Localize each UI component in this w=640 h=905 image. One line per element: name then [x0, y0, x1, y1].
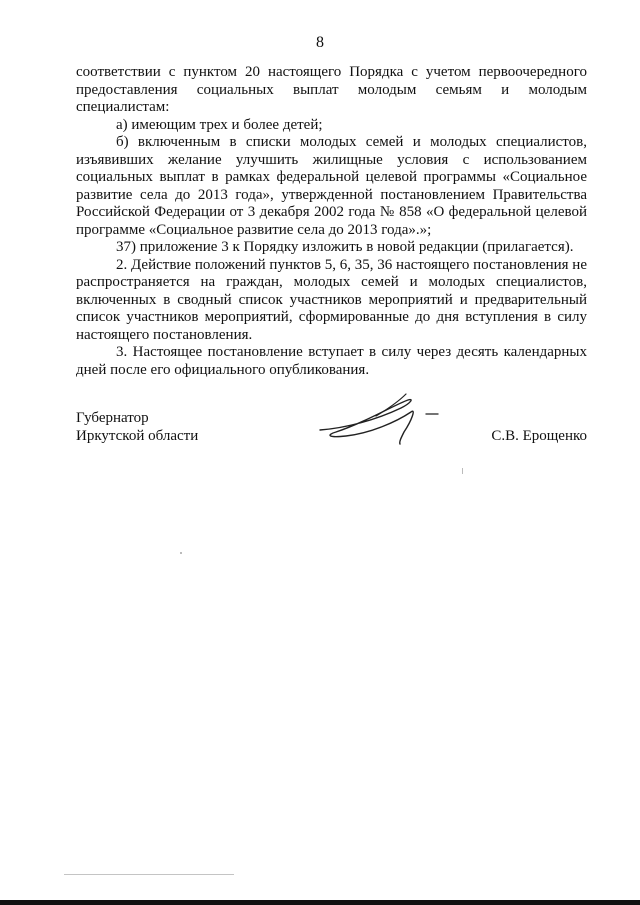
- document-body: [76, 64, 587, 379]
- signatory-region: Иркутской области: [76, 427, 199, 444]
- paragraph: б) включенным в списки молодых семей и молодых специалистов, изъявивших желание улучшить жилищные условия с использованием социальных выплат в рамках федеральной целевой программы «Социальное развитие села до 2013 года», утвержденной постановлением Правительства Российской Федерации от 3 декабря 2002 года № 858 «О федеральной целевой программе «Социальное развитие села до 2013 года».»;: [76, 134, 587, 238]
- paragraph: 3. Настоящее постановление вступает в силу через десять календарных дней после его официального опубликования.: [76, 344, 587, 378]
- paragraph: 37) приложение 3 к Порядку изложить в новой редакции (прилагается).: [116, 239, 574, 255]
- signatory-name: С.В. Ерощенко: [491, 428, 587, 444]
- paragraph: а) имеющим трех и более детей;: [116, 116, 323, 133]
- paragraph: 2. Действие положений пунктов 5, 6, 35, 36 настоящего постановления не распространяется на граждан, молодых семей и молодых специалистов, включенных в сводный список участников мероприятий и предварительный список участников мероприятий, сформированные до дня вступления в силу настоящего постановления.: [76, 256, 587, 343]
- scan-speck: [64, 874, 234, 875]
- scan-speck: [462, 468, 463, 474]
- handwritten-signature: [316, 390, 446, 446]
- scan-speck: [180, 552, 182, 554]
- page-number: 8: [316, 34, 324, 51]
- paragraph: соответствии с пунктом 20 настоящего Порядка с учетом первоочередного предоставления социальных выплат молодым семьям и молодым специалистам:: [76, 64, 587, 115]
- signatory-title: [76, 410, 198, 445]
- signatory-position: Губернатор: [76, 410, 149, 426]
- scan-border: [0, 900, 640, 905]
